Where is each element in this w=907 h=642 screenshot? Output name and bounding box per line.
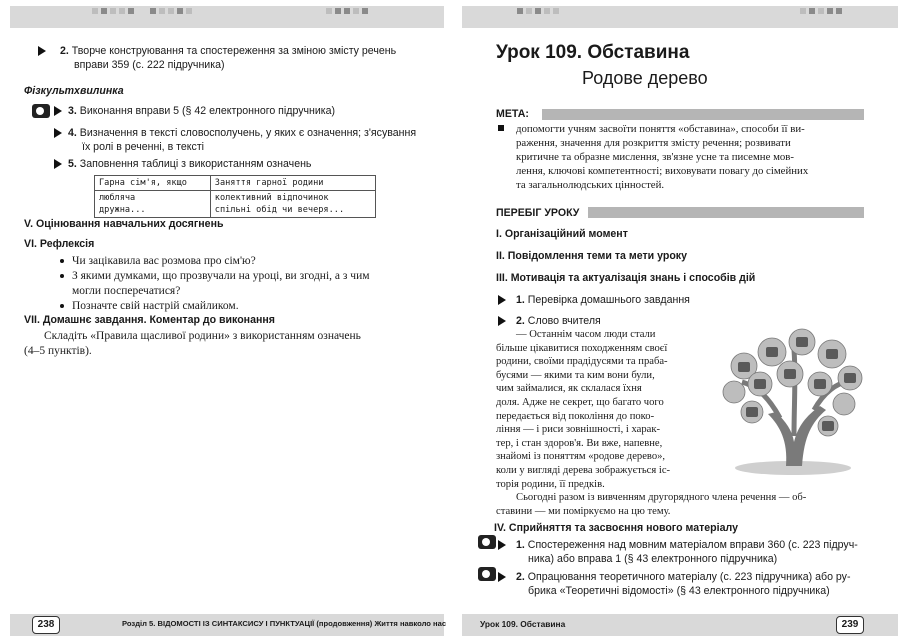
arrow-icon: [498, 295, 506, 305]
item-text: вправи 359 (с. 222 підручника): [74, 59, 225, 71]
lesson-flow-heading: ПЕРЕБІГ УРОКУ: [496, 207, 580, 219]
right-page-number: 239: [836, 616, 864, 634]
decor-squares: [800, 8, 842, 14]
arrow-icon: [38, 46, 46, 56]
arrow-icon: [54, 128, 62, 138]
arrow-icon: [498, 540, 506, 550]
decor-squares: [150, 8, 192, 14]
list-item: Чи зацікавила вас розмова про сім'ю?: [72, 254, 432, 269]
list-item: Позначте свій настрій смайликом.: [72, 299, 432, 314]
e-textbook-icon: [478, 535, 496, 549]
item-2: [60, 44, 440, 72]
table-header: Заняття гарної родини: [210, 176, 375, 191]
right-page: [494, 30, 866, 642]
item-number: 2.: [60, 45, 69, 57]
section-vi-heading: VI. Рефлексія: [24, 238, 95, 250]
table-cell: любляча дружна...: [95, 191, 211, 218]
lesson-title: Урок 109. Обставина: [496, 42, 690, 63]
arrow-icon: [54, 159, 62, 169]
section-i-heading: I. Організаційний момент: [496, 228, 628, 240]
top-header-band: [0, 0, 907, 30]
e-textbook-icon: [32, 104, 50, 118]
decor-squares: [326, 8, 368, 14]
section-iii-heading: III. Мотивація та актуалізація знань і способів дій: [496, 272, 756, 284]
table-header-row: [95, 176, 376, 191]
item-text: їх ролі в реченні, в тексті: [82, 141, 205, 153]
teacher-speech-end: Сьогодні разом із вивченням другорядного члена речення — об- ставини — ми поміркуємо на цю тему.: [496, 492, 807, 517]
table-cell: колективний відпочинок спільні обід чи вечеря...: [210, 191, 375, 218]
item-4: [68, 126, 438, 154]
reflection-list: [72, 254, 432, 314]
e-textbook-icon: [478, 567, 496, 581]
item-number: 4.: [68, 127, 77, 139]
family-tree-illustration: [720, 326, 866, 478]
section-v-heading: V. Оцінювання навчальних досягнень: [24, 218, 224, 230]
item-text: Заповнення таблиці з використанням означень: [79, 158, 312, 170]
square-bullet-icon: [498, 125, 504, 131]
item-text: Виконання вправи 5 (§ 42 електронного підручника): [79, 105, 336, 117]
decor-squares: [517, 8, 559, 14]
arrow-icon: [498, 572, 506, 582]
lesson-flow-bar: [588, 207, 864, 218]
table-header: Гарна сім'я, якщо: [95, 176, 211, 191]
section-iv-heading: IV. Сприйняття та засвоєння нового матеріалу: [494, 522, 738, 534]
meta-label: МЕТА:: [496, 108, 529, 120]
lesson-subtitle: Родове дерево: [582, 68, 708, 88]
item-text: Творче конструювання та спостереження за зміною змісту речень: [71, 45, 397, 57]
arrow-icon: [54, 106, 62, 116]
right-running-footer: Урок 109. Обставина: [480, 619, 566, 629]
meta-bar: [542, 109, 864, 120]
item-teacher-word: 2. Слово вчителя: [516, 314, 601, 328]
meta-text: допомогти учням засвоїти поняття «обставина», способи її ви- раження, значення для розкриття змісту речення; розвивати критичне та образне мислення, зв'язне усне та писемне мов- лення, ключові компетентності; виховувати повагу до сімейних та загальнолюдських цінностей.: [516, 122, 866, 192]
item-check-homework: 1. Перевірка домашнього завдання: [516, 293, 690, 307]
item-theory: 2. Опрацювання теоретичного матеріалу (с. 223 підручника) або ру- брика «Теоретичні відомості» (§ 43 електронного підручника): [516, 570, 868, 598]
left-header-band: [10, 6, 444, 28]
item-3: [68, 104, 438, 118]
item-text: Визначення в тексті словосполучень, у яких є означення; з'ясування: [79, 127, 417, 139]
item-5: [68, 157, 438, 171]
table-row: [95, 191, 376, 218]
left-running-footer: Розділ 5. ВІДОМОСТІ ІЗ СИНТАКСИСУ І ПУНКТУАЦІЇ (продовження) Життя навколо нас: [122, 619, 447, 628]
arrow-icon: [498, 316, 506, 326]
item-number: 5.: [68, 158, 77, 170]
homework-text: Складіть «Правила щасливої родини» з використанням означень (4–5 пунктів).: [24, 330, 361, 357]
decor-squares: [92, 8, 134, 14]
item-observation: 1. Спостереження над мовним матеріалом вправи 360 (с. 223 підруч- ника) або вправа 1 (§ 43 електронного підручника): [516, 538, 868, 566]
teacher-speech: — Останнім часом люди стали більше цікавитися походженням своєї родини, своїми прадідусями та праба- бусями — якими та ким вони були, чим займалися, як склалася їхня доля. Адже не секрет, що багато чого передається від покоління до поко- ління — і риси зовнішності, і харак- тер, і стан здоров'я. Ви вже, напевне, знайомі із поняттям «родове дерево», коли у вигляді дерева зображується іс- торія родини, її предків.: [496, 329, 671, 490]
list-item: З якими думками, що прозвучали на уроці, ви згодні, а з чим могли посперечатися?: [72, 269, 432, 299]
left-page: [24, 30, 428, 642]
fizkult-heading: Фізкультхвилинка: [24, 85, 124, 97]
means-table: [94, 175, 376, 218]
item-number: 3.: [68, 105, 77, 117]
section-ii-heading: II. Повідомлення теми та мети уроку: [496, 250, 687, 262]
left-page-number: 238: [32, 616, 60, 634]
section-vii-heading: VII. Домашнє завдання. Коментар до виконання: [24, 314, 275, 326]
